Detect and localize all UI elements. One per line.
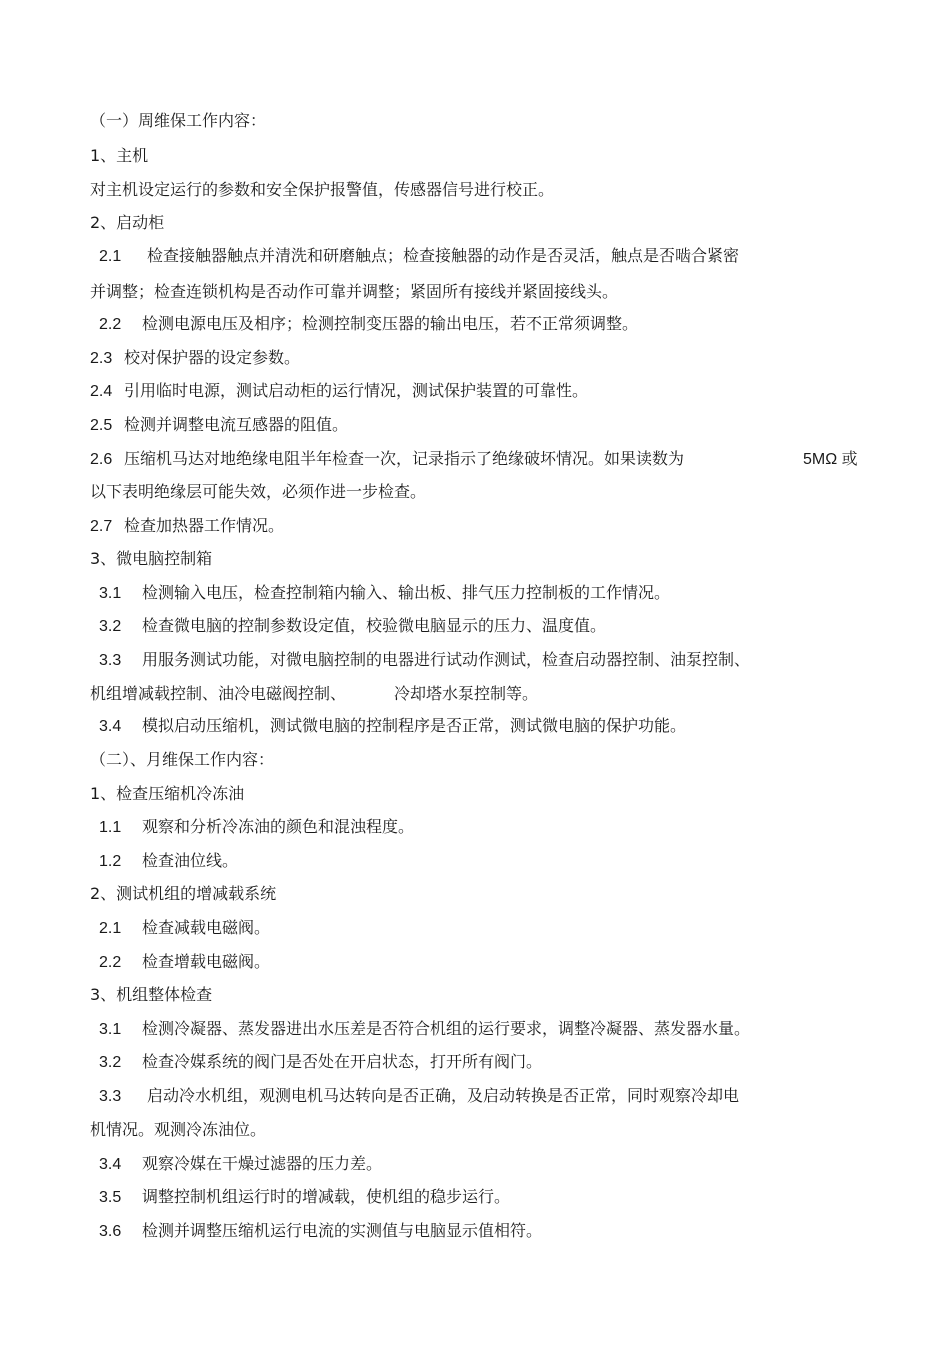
item-text: 检测冷凝器、蒸发器进出水压差是否符合机组的运行要求，调整冷凝器、蒸发器水量。 xyxy=(142,1019,751,1038)
item-text: 调整控制机组运行时的增减载，使机组的稳步运行。 xyxy=(142,1187,511,1206)
item-text: 检测输入电压，检查控制箱内输入、输出板、排气压力控制板的工作情况。 xyxy=(142,583,671,602)
item-text: 压缩机马达对地绝缘电阻半年检查一次，记录指示了绝缘破坏情况。如果读数为 xyxy=(124,449,685,468)
paragraph-continuation: 以下表明绝缘层可能失效，必须作进一步检查。 xyxy=(90,482,427,501)
item-text: 检查冷媒系统的阀门是否处在开启状态，打开所有阀门。 xyxy=(142,1052,543,1071)
sub-item xyxy=(99,1019,750,1039)
item-number: 1.2 xyxy=(99,853,122,870)
item-number: 2.1 xyxy=(99,920,122,937)
item-text: 检测电源电压及相序；检测控制变压器的输出电压，若不正常须调整。 xyxy=(142,314,639,333)
item-text: 模拟启动压缩机，测试微电脑的控制程序是否正常，测试微电脑的保护功能。 xyxy=(142,716,687,735)
item-text: 观察和分析冷冻油的颜色和混浊程度。 xyxy=(142,817,415,836)
item-text: 检测并调整电流互感器的阻值。 xyxy=(124,415,349,434)
item-number: 2.5 xyxy=(90,417,113,434)
item-text: 启动冷水机组，观测电机马达转向是否正确，及启动转换是否正常，同时观察冷却电 xyxy=(147,1086,740,1105)
sub-item xyxy=(90,348,300,368)
item-number: 2.2 xyxy=(99,316,122,333)
sub-item xyxy=(99,716,686,736)
paragraph-continuation: 机组增减载控制、油冷电磁阀控制、 冷却塔水泵控制等。 xyxy=(90,684,539,703)
item-number: 2.4 xyxy=(90,383,113,400)
sub-item xyxy=(90,516,284,536)
section-heading-monthly: （二）、月维保工作内容： xyxy=(90,750,275,769)
item-number: 3.3 xyxy=(99,652,122,669)
resistance-value: 5MΩ 或 xyxy=(803,451,858,468)
item-text: 校对保护器的设定参数。 xyxy=(124,348,301,367)
item-text: 用服务测试功能，对微电脑控制的电器进行试动作测试，检查启动器控制、油泵控制、 xyxy=(142,650,751,669)
sub-item xyxy=(99,616,606,636)
item-number: 3.4 xyxy=(99,718,122,735)
item-heading: 1、检查压缩机冷冻油 xyxy=(90,784,245,803)
sub-item xyxy=(99,246,739,266)
sub-item xyxy=(99,817,414,837)
item-number: 3.3 xyxy=(99,1088,122,1105)
paragraph-continuation: 并调整；检查连锁机构是否动作可靠并调整；紧固所有接线并紧固接线头。 xyxy=(90,282,619,301)
sub-item xyxy=(99,650,750,670)
item-text: 引用临时电源，测试启动柜的运行情况，测试保护装置的可靠性。 xyxy=(124,381,589,400)
item-number: 2.2 xyxy=(99,954,122,971)
sub-item xyxy=(99,918,270,938)
item-number: 2.6 xyxy=(90,451,113,468)
item-number: 3.6 xyxy=(99,1223,122,1240)
item-number: 3.1 xyxy=(99,585,122,602)
sub-item xyxy=(99,1221,542,1241)
sub-item xyxy=(99,1154,382,1174)
sub-item xyxy=(99,1187,510,1207)
section-heading-weekly: （一）周维保工作内容： xyxy=(90,111,267,130)
item-text: 检测并调整压缩机运行电流的实测值与电脑显示值相符。 xyxy=(142,1221,543,1240)
item-text: 检查增载电磁阀。 xyxy=(142,952,271,971)
paragraph-continuation: 机情况。观测冷冻油位。 xyxy=(90,1120,267,1139)
paragraph: 对主机设定运行的参数和安全保护报警值，传感器信号进行校正。 xyxy=(90,180,555,199)
sub-item xyxy=(99,583,670,603)
item-text: 检查微电脑的控制参数设定值，校验微电脑显示的压力、温度值。 xyxy=(142,616,607,635)
item-number: 2.3 xyxy=(90,350,113,367)
item-text: 检查接触器触点并清洗和研磨触点；检查接触器的动作是否灵活，触点是否啮合紧密 xyxy=(147,246,740,265)
sub-item xyxy=(99,1052,542,1072)
item-number: 3.4 xyxy=(99,1156,122,1173)
sub-item xyxy=(99,314,638,334)
item-number: 2.1 xyxy=(99,248,122,265)
item-number: 2.7 xyxy=(90,518,113,535)
sub-item xyxy=(99,1086,739,1106)
item-number: 3.2 xyxy=(99,618,122,635)
item-heading: 2、测试机组的增减载系统 xyxy=(90,884,277,903)
item-number: 3.5 xyxy=(99,1189,122,1206)
item-number: 1.1 xyxy=(99,819,122,836)
item-heading: 1、主机 xyxy=(90,146,149,165)
item-heading: 3、机组整体检查 xyxy=(90,985,213,1004)
sub-item xyxy=(99,952,270,972)
item-number: 3.1 xyxy=(99,1021,122,1038)
sub-item xyxy=(90,415,348,435)
item-text: 检查加热器工作情况。 xyxy=(124,516,285,535)
sub-item xyxy=(99,851,238,871)
item-heading: 3、微电脑控制箱 xyxy=(90,549,213,568)
item-text: 检查油位线。 xyxy=(142,851,239,870)
item-text: 观察冷媒在干燥过滤器的压力差。 xyxy=(142,1154,383,1173)
item-text: 检查减载电磁阀。 xyxy=(142,918,271,937)
item-number: 3.2 xyxy=(99,1054,122,1071)
sub-item xyxy=(90,449,684,469)
item-heading: 2、启动柜 xyxy=(90,213,165,232)
sub-item xyxy=(90,381,588,401)
